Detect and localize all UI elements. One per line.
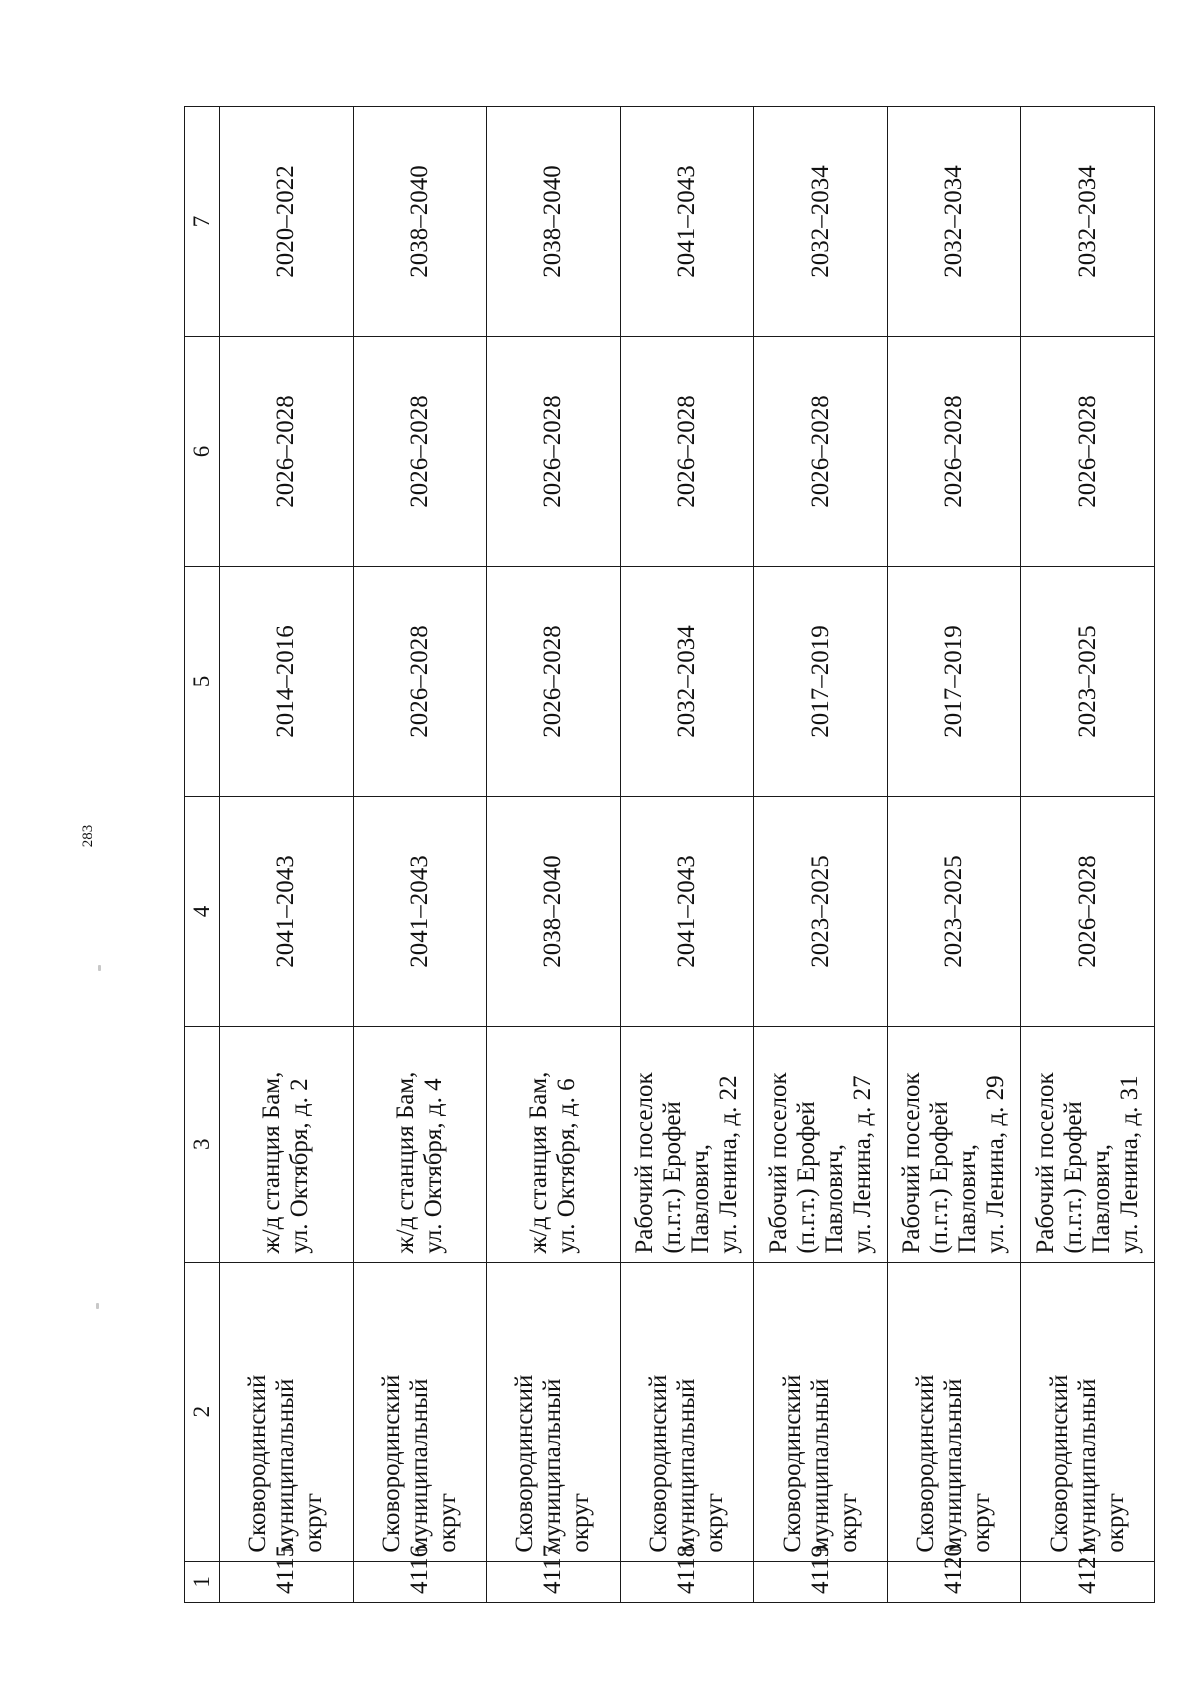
period-cell-c5: 2026–2028 [487, 566, 621, 796]
row-number-cell: 4120 [887, 1561, 1021, 1602]
address-cell [754, 1026, 888, 1262]
period-cell-c5: 2032–2034 [620, 566, 754, 796]
period-cell-c4: 2041–2043 [620, 796, 754, 1026]
column-header-7: 7 [185, 107, 220, 337]
address-line: ж/д станция Бам, [391, 1071, 419, 1254]
district-cell [487, 1262, 621, 1561]
scan-speck [98, 965, 101, 971]
address-line: ж/д станция Бам, [525, 1071, 553, 1254]
period-cell-c6: 2026–2028 [353, 337, 487, 567]
district-line: муниципальный [405, 1378, 433, 1553]
address-line: Павлович, [1087, 1144, 1115, 1254]
district-cell [754, 1262, 888, 1561]
district-line: муниципальный [272, 1378, 300, 1553]
table-wrapper [184, 106, 1149, 1603]
row-number-cell: 4121 [1021, 1561, 1155, 1602]
district-line: округ [700, 1493, 728, 1553]
address-line: Павлович, [954, 1144, 982, 1254]
district-line: Сковородинский [511, 1374, 539, 1553]
address-line: ж/д станция Бам, [258, 1071, 286, 1254]
address-line: ул. Октября, д. 2 [286, 1078, 314, 1254]
address-line: (п.г.т.) Ерофей [926, 1101, 954, 1254]
period-cell-c6: 2026–2028 [620, 337, 754, 567]
address-line: Рабочий поселок [764, 1072, 792, 1254]
period-cell-c7: 2032–2034 [1021, 107, 1155, 337]
period-cell-c5: 2026–2028 [353, 566, 487, 796]
table-row [754, 107, 888, 1603]
row-number-cell: 4118 [620, 1561, 754, 1602]
district-line: Сковородинский [377, 1374, 405, 1553]
period-cell-c7: 2020–2022 [220, 107, 354, 337]
district-cell [353, 1262, 487, 1561]
district-cell [1021, 1262, 1155, 1561]
address-line: ул. Ленина, д. 22 [714, 1075, 742, 1254]
district-line: округ [1101, 1493, 1129, 1553]
period-cell-c5: 2023–2025 [1021, 566, 1155, 796]
period-cell-c7: 2032–2034 [754, 107, 888, 337]
district-line: муниципальный [539, 1378, 567, 1553]
district-line: муниципальный [940, 1378, 968, 1553]
period-cell-c7: 2032–2034 [887, 107, 1021, 337]
address-cell [887, 1026, 1021, 1262]
period-cell-c5: 2014–2016 [220, 566, 354, 796]
row-number-cell: 4116 [353, 1561, 487, 1602]
period-cell-c4: 2023–2025 [887, 796, 1021, 1026]
period-cell-c5: 2017–2019 [887, 566, 1021, 796]
period-cell-c7: 2041–2043 [620, 107, 754, 337]
period-cell-c7: 2038–2040 [353, 107, 487, 337]
table-row [1021, 107, 1155, 1603]
column-header-6: 6 [185, 337, 220, 567]
period-cell-c6: 2026–2028 [487, 337, 621, 567]
page-number: 283 [80, 824, 96, 848]
district-line: округ [968, 1493, 996, 1553]
row-number-cell: 4117 [487, 1561, 621, 1602]
address-line: Павлович, [686, 1144, 714, 1254]
row-number-cell: 4115 [220, 1561, 354, 1602]
address-line: (п.г.т.) Ерофей [1059, 1101, 1087, 1254]
district-cell [887, 1262, 1021, 1561]
table-row [353, 107, 487, 1603]
table-row [220, 107, 354, 1603]
address-cell [487, 1026, 621, 1262]
district-cell [620, 1262, 754, 1561]
column-header-2: 2 [185, 1262, 220, 1561]
table-row [887, 107, 1021, 1603]
address-line: Рабочий поселок [630, 1072, 658, 1254]
period-cell-c6: 2026–2028 [754, 337, 888, 567]
period-cell-c6: 2026–2028 [1021, 337, 1155, 567]
scan-speck [96, 1303, 99, 1309]
district-line: округ [567, 1493, 595, 1553]
address-line: Рабочий поселок [898, 1072, 926, 1254]
period-cell-c4: 2038–2040 [487, 796, 621, 1026]
district-line: округ [300, 1493, 328, 1553]
table-row [620, 107, 754, 1603]
period-cell-c7: 2038–2040 [487, 107, 621, 337]
address-line: ул. Октября, д. 4 [419, 1078, 447, 1254]
address-line: ул. Октября, д. 6 [553, 1078, 581, 1254]
district-line: Сковородинский [912, 1374, 940, 1553]
period-cell-c4: 2041–2043 [220, 796, 354, 1026]
district-line: Сковородинский [1045, 1374, 1073, 1553]
address-cell [220, 1026, 354, 1262]
district-line: Сковородинский [778, 1374, 806, 1553]
address-line: (п.г.т.) Ерофей [658, 1101, 686, 1254]
period-cell-c6: 2026–2028 [220, 337, 354, 567]
address-line: Павлович, [820, 1144, 848, 1254]
table-body [185, 107, 1155, 1603]
column-header-4: 4 [185, 796, 220, 1026]
period-cell-c4: 2026–2028 [1021, 796, 1155, 1026]
district-line: округ [834, 1493, 862, 1553]
data-table [184, 106, 1155, 1603]
district-line: округ [433, 1493, 461, 1553]
address-line: ул. Ленина, д. 27 [848, 1075, 876, 1254]
district-line: муниципальный [1073, 1378, 1101, 1553]
address-line: ул. Ленина, д. 29 [982, 1075, 1010, 1254]
address-line: Рабочий поселок [1031, 1072, 1059, 1254]
row-number-cell: 4119 [754, 1561, 888, 1602]
district-cell [220, 1262, 354, 1561]
district-line: Сковородинский [244, 1374, 272, 1553]
period-cell-c4: 2041–2043 [353, 796, 487, 1026]
column-header-5: 5 [185, 566, 220, 796]
period-cell-c6: 2026–2028 [887, 337, 1021, 567]
district-line: муниципальный [806, 1378, 834, 1553]
table-row [487, 107, 621, 1603]
address-cell [1021, 1026, 1155, 1262]
address-cell [620, 1026, 754, 1262]
table-header-row [185, 107, 220, 1603]
column-header-1: 1 [185, 1561, 220, 1602]
address-line: ул. Ленина, д. 31 [1115, 1075, 1143, 1254]
address-line: (п.г.т.) Ерофей [792, 1101, 820, 1254]
period-cell-c4: 2023–2025 [754, 796, 888, 1026]
district-line: муниципальный [672, 1378, 700, 1553]
column-header-3: 3 [185, 1026, 220, 1262]
address-cell [353, 1026, 487, 1262]
district-line: Сковородинский [644, 1374, 672, 1553]
period-cell-c5: 2017–2019 [754, 566, 888, 796]
